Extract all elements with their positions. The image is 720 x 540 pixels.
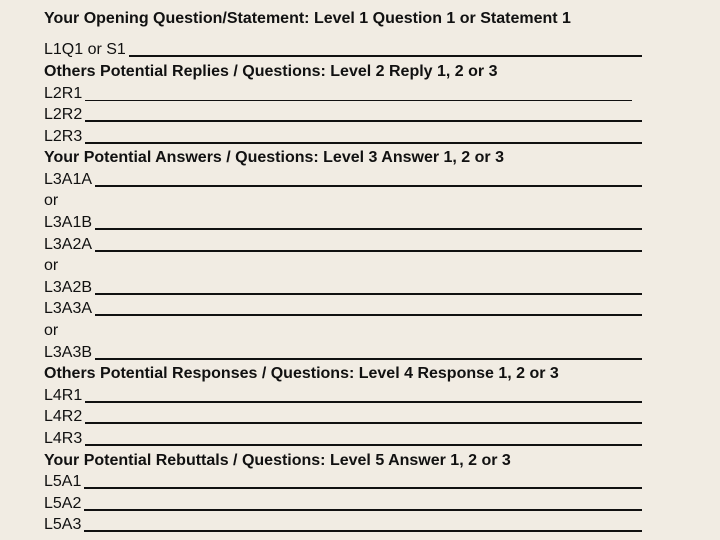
field-l5a1: L5A1	[44, 470, 642, 492]
field-l4r3: L4R3	[44, 427, 642, 449]
level3-heading: Your Potential Answers / Questions: Level 3 Answer 1, 2 or 3	[44, 149, 504, 166]
blank-line	[85, 142, 642, 144]
blank-line	[95, 185, 642, 187]
field-l4r1: L4R1	[44, 384, 642, 406]
blank-line	[129, 55, 642, 57]
blank-line	[85, 120, 642, 122]
field-l3a1b: L3A1B	[44, 211, 642, 233]
blank-line	[85, 422, 642, 424]
blank-line	[95, 250, 642, 252]
or-separator: or	[44, 322, 59, 339]
blank-line	[95, 314, 642, 316]
field-l5a2: L5A2	[44, 492, 642, 514]
field-l5a3: L5A3	[44, 513, 642, 535]
field-l3a2b: L3A2B	[44, 276, 642, 298]
level1-heading: Your Opening Question/Statement: Level 1 Question 1 or Statement 1	[44, 10, 571, 27]
or-separator: or	[44, 192, 59, 209]
blank-line	[85, 444, 642, 446]
field-l2r2: L2R2	[44, 103, 642, 125]
blank-line	[95, 293, 642, 295]
field-l3a2a: L3A2A	[44, 233, 642, 255]
field-l3a1a: L3A1A	[44, 168, 642, 190]
blank-line	[95, 358, 642, 360]
field-l4r2: L4R2	[44, 405, 642, 427]
field-l3a3a: L3A3A	[44, 297, 642, 319]
or-separator: or	[44, 257, 59, 274]
blank-line	[84, 509, 642, 511]
blank-line	[85, 100, 632, 101]
blank-line	[95, 228, 642, 230]
level4-heading: Others Potential Responses / Questions: Level 4 Response 1, 2 or 3	[44, 365, 559, 382]
blank-line	[84, 487, 642, 489]
field-l2r3: L2R3	[44, 125, 642, 147]
level2-heading: Others Potential Replies / Questions: Level 2 Reply 1, 2 or 3	[44, 63, 498, 80]
field-l2r1: L2R1	[44, 82, 632, 104]
field-l1q1: L1Q1 or S1	[44, 38, 642, 60]
blank-line	[85, 401, 642, 403]
field-l3a3b: L3A3B	[44, 341, 642, 363]
level5-heading: Your Potential Rebuttals / Questions: Level 5 Answer 1, 2 or 3	[44, 452, 511, 469]
blank-line	[84, 530, 642, 532]
